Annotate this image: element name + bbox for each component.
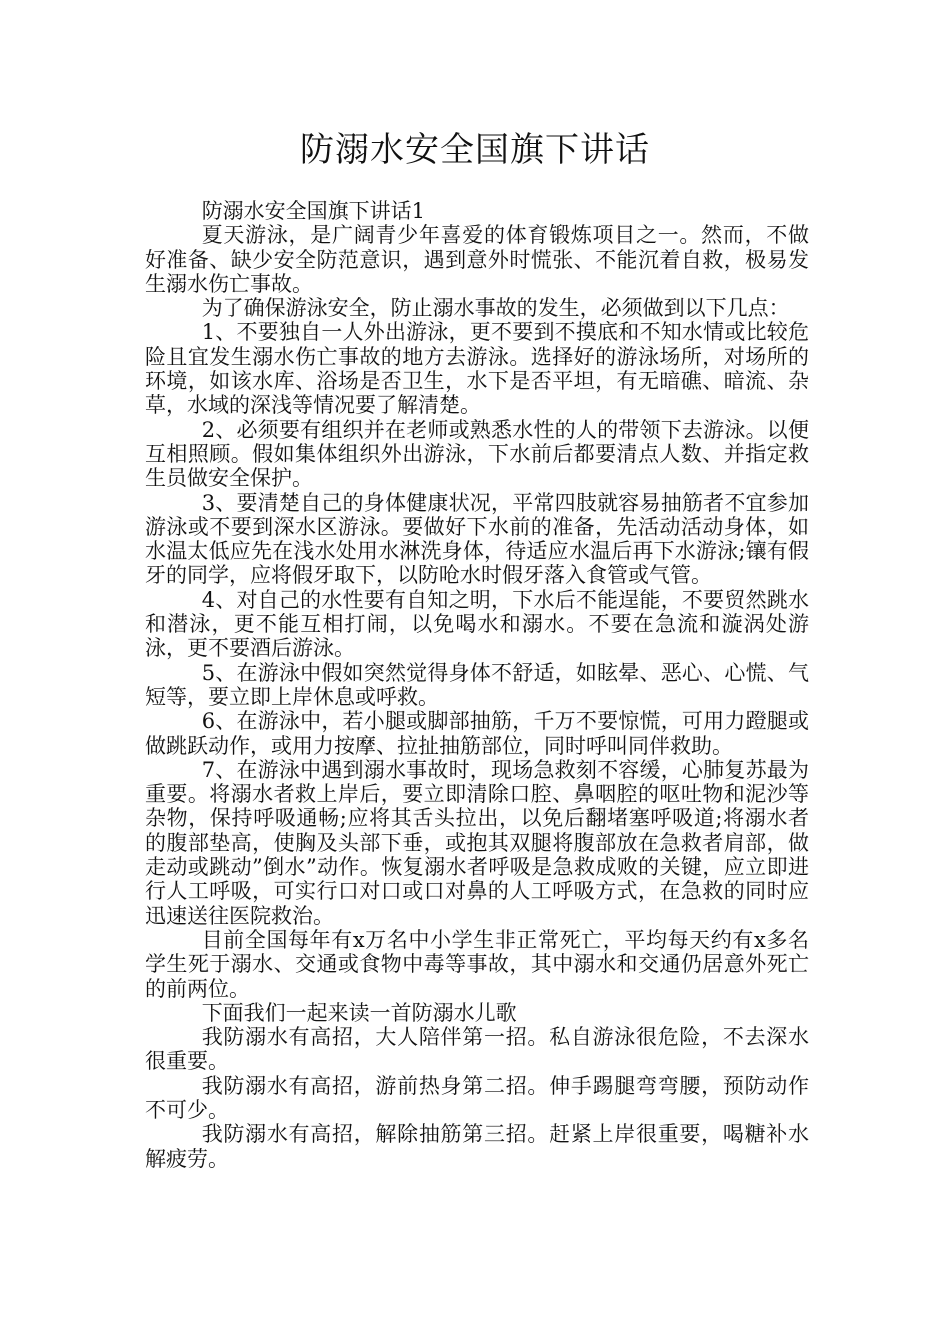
paragraph-points-lead: 为了确保游泳安全，防止溺水事故的发生，必须做到以下几点： [201,296,790,321]
paragraph-point-5: 5、在游泳中假如突然觉得身体不舒适，如眩晕、恶心、心慌、气短等，要立即上岸休息或呼救。 [145,660,809,709]
paragraph-song-verse-3: 我防溺水有高招，解除抽筋第三招。赶紧上岸很重要，喝糖补水解疲劳。 [145,1122,809,1171]
paragraph-point-7: 7、在游泳中遇到溺水事故时，现场急救刻不容缓，心肺复苏最为重要。将溺水者救上岸后，要立即清除口腔、鼻咽腔的呕吐物和泥沙等杂物，保持呼吸通畅;应将其舌头拉出，以免后翻堵塞呼吸道;将溺水者的腹部垫高，使胸及头部下垂，或抱其双腿将腹部放在急救者肩部，做走动或跳动”倒水”动作。恢复溺水者呼吸是急救成败的关键，应立即进行人工呼吸，可实行口对口或口对鼻的人工呼吸方式，在急救的同时应迅速送往医院救治。 [145,757,809,928]
paragraph-point-1: 1、不要独自一人外出游泳，更不要到不摸底和不知水情或比较危险且宜发生溺水伤亡事故的地方去游泳。选择好的游泳场所，对场所的环境，如该水库、浴场是否卫生，水下是否平坦，有无暗礁、暗流、杂草，水域的深浅等情况要了解清楚。 [145,320,809,418]
page-title: 防溺水安全国旗下讲话 [300,130,650,170]
paragraph-point-4: 4、对自己的水性要有自知之明，下水后不能逞能，不要贸然跳水和潜泳，更不能互相打闹，以免喝水和溺水。不要在急流和漩涡处游泳，更不要酒后游泳。 [145,587,809,661]
paragraph-statistics: 目前全国每年有x万名中小学生非正常死亡，平均每天约有x多名学生死于溺水、交通或食物中毒等事故，其中溺水和交通仍居意外死亡的前两位。 [145,927,809,1001]
paragraph-point-2: 2、必须要有组织并在老师或熟悉水性的人的带领下去游泳。以便互相照顾。假如集体组织外出游泳，下水前后都要清点人数、并指定救生员做安全保护。 [145,417,809,491]
paragraph-point-6: 6、在游泳中，若小腿或脚部抽筋，千万不要惊慌，可用力蹬腿或做跳跃动作，或用力按摩、拉扯抽筋部位，同时呼叫同伴救助。 [145,709,809,758]
paragraph-song-verse-2: 我防溺水有高招，游前热身第二招。伸手踢腿弯弯腰，预防动作不可少。 [145,1073,809,1122]
paragraph-intro: 夏天游泳，是广阔青少年喜爱的体育锻炼项目之一。然而，不做好准备、缺少安全防范意识，遇到意外时慌张、不能沉着自救，极易发生溺水伤亡事故。 [145,223,809,296]
paragraph-song-intro: 下面我们一起来读一首防溺水儿歌 [201,1000,517,1025]
document-body [145,199,809,1171]
paragraph-point-3: 3、要清楚自己的身体健康状况，平常四肢就容易抽筋者不宜参加游泳或不要到深水区游泳。要做好下水前的准备，先活动活动身体，如水温太低应先在浅水处用水淋洗身体，待适应水温后再下水游泳;镶有假牙的同学，应将假牙取下，以防呛水时假牙落入食管或气管。 [145,490,809,588]
paragraph-subtitle: 防溺水安全国旗下讲话1 [201,199,426,223]
paragraph-song-verse-1: 我防溺水有高招，大人陪伴第一招。私自游泳很危险，不去深水很重要。 [145,1025,809,1074]
